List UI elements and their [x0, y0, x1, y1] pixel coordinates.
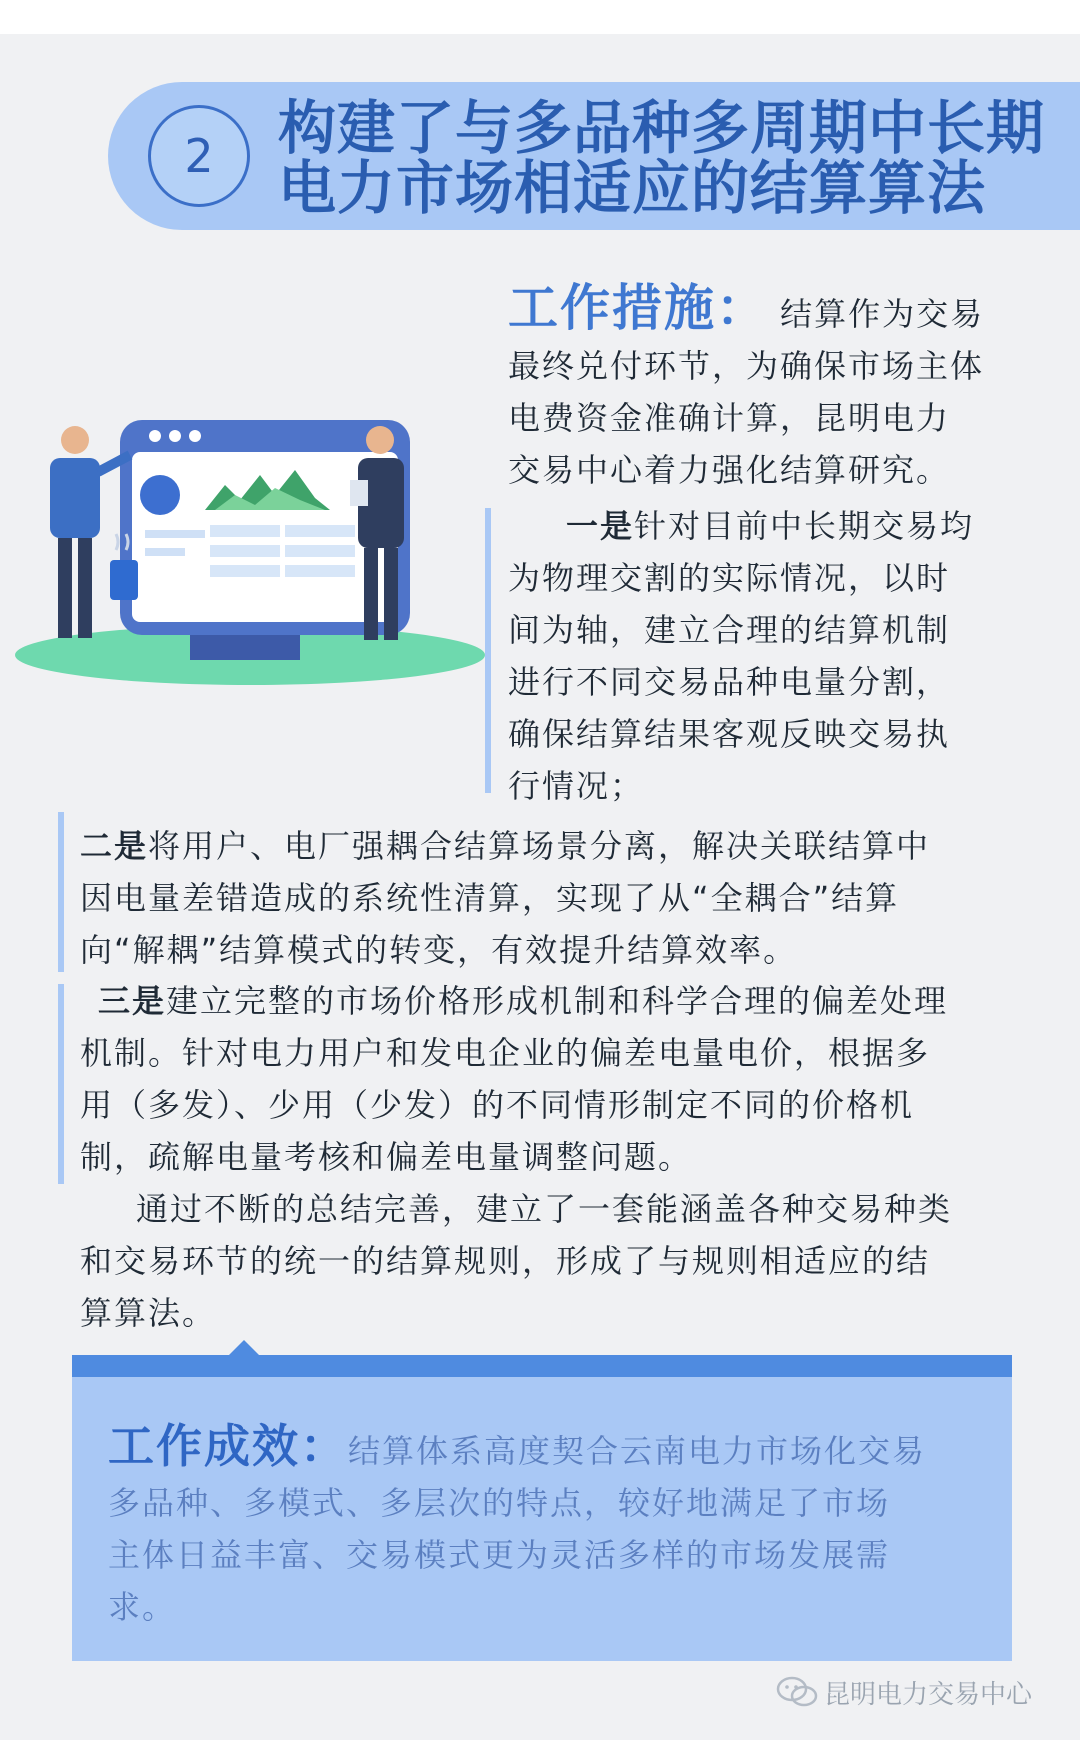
- table-row-shape: [285, 525, 355, 537]
- window-dot: [169, 430, 181, 442]
- point1-paragraph: 一是针对目前中长期交易均 为物理交割的实际情况，以时 间为轴，建立合理的结算机制 进行不同交易品种电量分割， 确保结算结果客观反映交易执 行情况；: [508, 507, 975, 805]
- point1-keyword: 一是: [566, 507, 635, 545]
- results-label: 工作成效：: [108, 1419, 348, 1473]
- point3-bar: [58, 984, 64, 1184]
- text-line-shape: [145, 548, 185, 556]
- measures-intro: 工作措施： 结算作为交易 最终兑付环节，为确保市场主体 电费资金准确计算，昆明电力 交易中心着力强化结算研究。: [508, 282, 1048, 496]
- table-row-shape: [210, 525, 280, 537]
- source-watermark: [776, 1670, 1066, 1714]
- results-top-bar: [72, 1355, 1012, 1377]
- table-row-shape: [285, 545, 355, 557]
- table-row-shape: [285, 565, 355, 577]
- table-row-shape: [210, 565, 280, 577]
- table-row-shape: [210, 545, 280, 557]
- point3-keyword: 三是: [98, 982, 167, 1020]
- point3-paragraph: 三是建立完整的市场价格形成机制和科学合理的偏差处理 机制。针对电力用户和发电企业的偏差电量电价，根据多 用（多发）、少用（少发）的不同情形制定不同的价格机 制，疏解电量考核和偏差电量调整问题。: [80, 982, 949, 1176]
- listener-head: [366, 426, 394, 454]
- page-title: [278, 94, 1078, 222]
- title-line-2: 电力市场相适应的结算算法: [278, 154, 987, 222]
- window-dot: [189, 430, 201, 442]
- summary-paragraph: 通过不断的总结完善，建立了一套能涵盖各种交易种类 和交易环节的统一的结算规则，形成了与规则相适应的结 算算法。: [80, 1190, 953, 1332]
- point1-bar: [485, 508, 491, 793]
- section-number-badge: 2: [148, 105, 250, 207]
- results-text: 工作成效：结算体系高度契合云南电力市场化交易 多品种、多模式、多层次的特点，较好地满足了市场 主体日益丰富、交易模式更为灵活多样的市场发展需 求。: [108, 1419, 927, 1626]
- text-line-shape: [145, 530, 205, 538]
- business-presentation-illustration: [10, 400, 490, 710]
- cup-shape: [110, 560, 138, 600]
- window-dot: [149, 430, 161, 442]
- wechat-icon: [776, 1675, 818, 1709]
- point2-paragraph: 二是将用户、电厂强耦合结算场景分离，解决关联结算中 因电量差错造成的系统性清算，实现了从“全耦合”结算 向“解耦”结算模式的转变，有效提升结算效率。: [80, 827, 931, 969]
- point2-bar: [58, 812, 64, 972]
- measures-line-1: 工作措施： 结算作为交易: [508, 279, 985, 337]
- point2-keyword: 二是: [80, 827, 149, 865]
- title-line-1: 构建了与多品种多周期中长期: [278, 94, 1046, 162]
- presenter-head: [61, 426, 89, 454]
- results-notch: [228, 1340, 260, 1356]
- source-name: 昆明电力交易中心: [824, 1679, 1033, 1710]
- measures-label: 工作措施：: [508, 279, 768, 337]
- chart-circle-icon: [140, 475, 180, 515]
